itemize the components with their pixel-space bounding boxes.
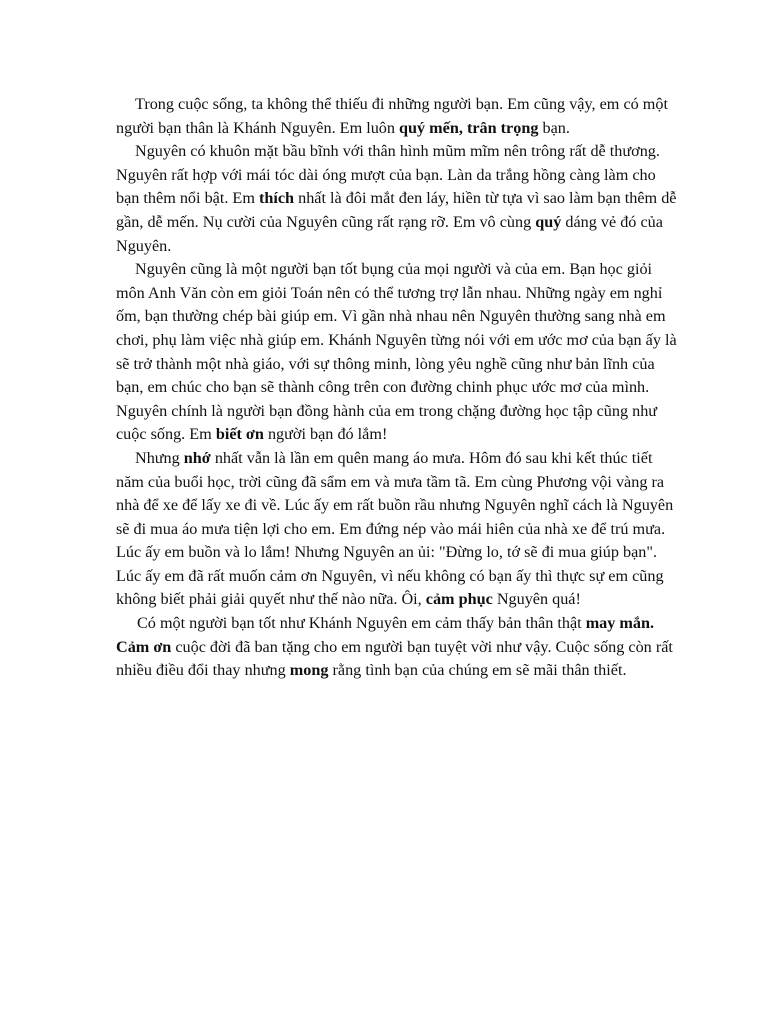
paragraph-3 <box>116 258 678 447</box>
paragraph-2-text: Nguyên có khuôn mặt bầu bĩnh với thân hình mũm mĩm nên trông rất dễ thương. Nguyên rất hợp với mái tóc dài óng mượt của bạn. Làn da trắng hồng càng làm cho bạn thêm nổi bật. Em <box>116 142 660 208</box>
paragraph-4-bold-word: nhớ <box>183 448 211 467</box>
paragraph-5-text: cuộc đời đã ban tặng cho em người bạn tuyệt vời như vậy. Cuộc sống còn rất nhiều điều đổi thay nhưng <box>116 637 673 680</box>
paragraph-4-bold-phrase: cảm phục <box>425 590 493 609</box>
paragraph-5-bold-word: mong <box>289 661 329 680</box>
paragraph-1-text: Trong cuộc sống, ta không thể thiếu đi những người bạn. Em cũng vậy, em có một người bạn thân là Khánh Nguyên. Em luôn <box>116 95 668 137</box>
paragraph-3-text: người bạn đó lắm! <box>263 425 388 444</box>
paragraph-4 <box>116 447 678 612</box>
paragraph-2-bold-word: thích <box>258 189 295 208</box>
paragraph-1-bold-phrase: quý mến, trân trọng <box>399 118 539 137</box>
paragraph-3-bold-phrase: biết ơn <box>215 425 264 444</box>
paragraph-2 <box>116 140 678 258</box>
paragraph-2-bold-word: quý <box>535 212 562 231</box>
paragraph-5 <box>116 612 678 683</box>
paragraph-2-text: nhất là đôi mắt đen láy, hiền từ tựa vì sao làm bạn thêm dễ gần, dễ mến. Nụ cười của Nguyên cũng rất rạng rỡ. Em vô cùng <box>116 189 677 231</box>
paragraph-3-text: Nguyên cũng là một người bạn tốt bụng của mọi người và của em. Bạn học giỏi môn Anh Văn còn em giỏi Toán nên có thể tương trợ lẫn nhau. Những ngày em nghỉ ốm, bạn thường chép bài giúp em. Vì gần nhà nhau nên Nguyên thường sang nhà em chơi, phụ làm việc nhà giúp em. Khánh Nguyên từng nói với em ước mơ của bạn ấy là sẽ trở thành một nhà giáo, với sự thông minh, lòng yêu nghề cũng như bản lĩnh của bạn, em chúc cho bạn sẽ thành công trên con đường chinh phục ước mơ của mình. Nguyên chính là người bạn đồng hành của em trong chặng đường học tập cũng như cuộc sống. Em <box>116 260 677 444</box>
paragraph-4-text: nhất vẫn là lần em quên mang áo mưa. Hôm đó sau khi kết thúc tiết năm của buổi học, trời cũng đã sẩm em và mưa tầm tã. Em cùng Phương vội vàng ra nhà để xe để lấy xe đi về. Lúc ấy em rất buồn rầu nhưng Nguyên nghĩ cách là Nguyên sẽ đi mua áo mưa tiện lợi cho em. Em đứng nép vào mái hiên của nhà xe để trú mưa. Lúc ấy em buồn và lo lắm! Nhưng Nguyên an ủi: "Đừng lo, tớ sẽ đi mua giúp bạn". Lúc ấy em đã rất muốn cảm ơn Nguyên, vì nếu không có bạn ấy thì thực sự em cũng không biết phải giải quyết như thế nào nữa. Ôi, <box>116 448 674 609</box>
paragraph-4-text: Nguyên quá! <box>492 590 581 609</box>
paragraph-5-text: Có một người bạn tốt như Khánh Nguyên em cảm thấy bản thân thật <box>137 614 586 633</box>
paragraph-5-bold-phrase: may mắn. Cảm ơn <box>116 614 655 656</box>
paragraph-1 <box>116 93 678 140</box>
paragraph-4-text: Nhưng <box>135 448 184 467</box>
document-body <box>116 93 678 683</box>
paragraph-1-text: bạn. <box>538 118 570 137</box>
paragraph-5-text: rằng tình bạn của chúng em sẽ mãi thân thiết. <box>328 661 627 680</box>
paragraph-2-text: dáng vẻ đó của Nguyên. <box>116 212 663 255</box>
